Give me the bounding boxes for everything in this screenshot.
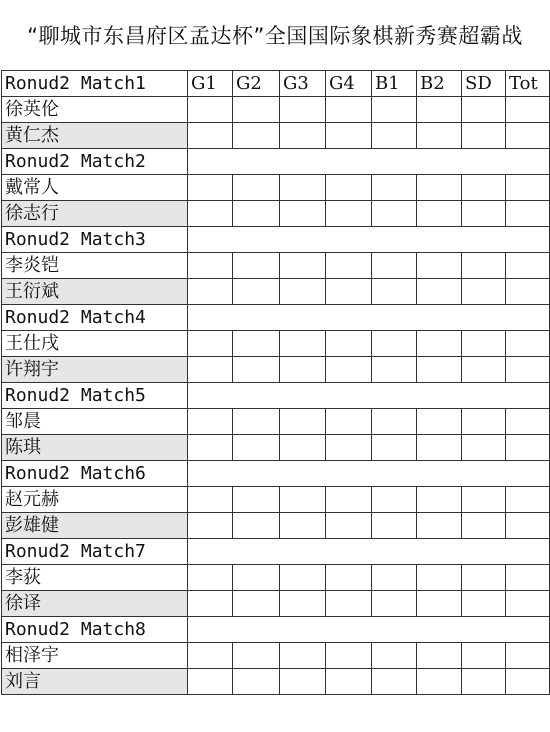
player-name: 徐英伦 [2,97,188,123]
score-cell-b1[interactable] [372,331,417,357]
score-cell-b2[interactable] [417,591,462,617]
score-cell-b1[interactable] [372,591,417,617]
score-cell-g1[interactable] [188,669,233,695]
score-cell-tot[interactable] [506,175,550,201]
score-cell-g4[interactable] [326,513,372,539]
match-label: Ronud2 Match5 [2,383,188,409]
score-cell-b2[interactable] [417,175,462,201]
player-row [2,513,550,539]
score-cell-sd[interactable] [462,591,506,617]
score-cell-g2[interactable] [233,331,280,357]
player-name: 邹晨 [2,409,188,435]
score-cell-g4[interactable] [326,565,372,591]
score-cell-g4[interactable] [326,643,372,669]
player-name: 相泽宇 [2,643,188,669]
score-cell-g1[interactable] [188,565,233,591]
score-cell-g2[interactable] [233,175,280,201]
score-table [1,70,550,695]
score-cell-g3[interactable] [280,123,326,149]
score-cell-g3[interactable] [280,435,326,461]
score-cell-g4[interactable] [326,357,372,383]
score-cell-g3[interactable] [280,643,326,669]
score-cell-g4[interactable] [326,97,372,123]
score-cell-g1[interactable] [188,409,233,435]
score-cell-g2[interactable] [233,123,280,149]
score-cell-b1[interactable] [372,253,417,279]
score-cell-b2[interactable] [417,279,462,305]
score-cell-g4[interactable] [326,253,372,279]
player-name: 徐志行 [2,201,188,227]
score-cell-g1[interactable] [188,357,233,383]
score-cell-g2[interactable] [233,253,280,279]
score-cell-b1[interactable] [372,435,417,461]
player-row [2,643,550,669]
score-cell-b1[interactable] [372,357,417,383]
column-header-sd: SD [462,71,506,97]
match-header-row [2,149,550,175]
player-name: 戴常人 [2,175,188,201]
column-header-g4: G4 [326,71,372,97]
score-cell-sd[interactable] [462,409,506,435]
score-cell-g1[interactable] [188,175,233,201]
score-cell-g3[interactable] [280,279,326,305]
match-header-spacer [188,383,550,409]
player-name: 陈琪 [2,435,188,461]
player-name: 王衍斌 [2,279,188,305]
score-cell-b2[interactable] [417,123,462,149]
score-cell-sd[interactable] [462,279,506,305]
score-cell-b1[interactable] [372,513,417,539]
match-header-row [2,539,550,565]
score-cell-sd[interactable] [462,643,506,669]
player-row [2,97,550,123]
match-header-row [2,383,550,409]
score-cell-g2[interactable] [233,201,280,227]
player-row [2,201,550,227]
score-cell-sd[interactable] [462,175,506,201]
score-cell-sd[interactable] [462,435,506,461]
score-cell-tot[interactable] [506,279,550,305]
score-cell-tot[interactable] [506,591,550,617]
score-cell-b1[interactable] [372,279,417,305]
player-name: 黄仁杰 [2,123,188,149]
column-header-g3: G3 [280,71,326,97]
score-cell-g3[interactable] [280,487,326,513]
score-cell-g4[interactable] [326,591,372,617]
player-row [2,331,550,357]
score-cell-g2[interactable] [233,279,280,305]
score-cell-g4[interactable] [326,201,372,227]
score-cell-g1[interactable] [188,435,233,461]
score-cell-tot[interactable] [506,201,550,227]
score-cell-g1[interactable] [188,253,233,279]
score-cell-tot[interactable] [506,97,550,123]
score-cell-g2[interactable] [233,97,280,123]
match-header-spacer [188,461,550,487]
score-cell-g1[interactable] [188,591,233,617]
player-name: 彭雄健 [2,513,188,539]
score-cell-g3[interactable] [280,331,326,357]
player-row [2,487,550,513]
match-header-spacer [188,305,550,331]
score-cell-g2[interactable] [233,357,280,383]
player-row [2,435,550,461]
score-cell-g3[interactable] [280,97,326,123]
score-cell-sd[interactable] [462,513,506,539]
score-cell-b2[interactable] [417,669,462,695]
column-header-g2: G2 [233,71,280,97]
score-cell-g4[interactable] [326,279,372,305]
score-cell-tot[interactable] [506,331,550,357]
score-cell-g2[interactable] [233,643,280,669]
column-header-g1: G1 [188,71,233,97]
score-cell-tot[interactable] [506,669,550,695]
score-cell-g3[interactable] [280,201,326,227]
player-name: 刘言 [2,669,188,695]
score-cell-b1[interactable] [372,409,417,435]
score-cell-g1[interactable] [188,123,233,149]
column-header-tot: Tot [506,71,550,97]
score-cell-b2[interactable] [417,331,462,357]
score-cell-g3[interactable] [280,409,326,435]
score-cell-sd[interactable] [462,669,506,695]
score-cell-g1[interactable] [188,643,233,669]
score-cell-g1[interactable] [188,201,233,227]
score-cell-g2[interactable] [233,513,280,539]
score-cell-b1[interactable] [372,643,417,669]
column-header-b2: B2 [417,71,462,97]
match-header-spacer [188,617,550,643]
score-cell-g2[interactable] [233,409,280,435]
score-cell-g1[interactable] [188,97,233,123]
score-cell-b2[interactable] [417,435,462,461]
score-cell-g1[interactable] [188,487,233,513]
player-row [2,591,550,617]
player-row [2,175,550,201]
player-name: 赵元赫 [2,487,188,513]
score-cell-b1[interactable] [372,201,417,227]
score-cell-g2[interactable] [233,435,280,461]
player-row [2,253,550,279]
column-header-b1: B1 [372,71,417,97]
match-label: Ronud2 Match3 [2,227,188,253]
player-name: 李荻 [2,565,188,591]
match-label: Ronud2 Match2 [2,149,188,175]
score-cell-g4[interactable] [326,669,372,695]
player-row [2,669,550,695]
match-header-spacer [188,149,550,175]
score-cell-g3[interactable] [280,513,326,539]
player-name: 李炎铠 [2,253,188,279]
score-cell-b2[interactable] [417,357,462,383]
score-cell-tot[interactable] [506,357,550,383]
player-name: 王仕戌 [2,331,188,357]
score-cell-sd[interactable] [462,565,506,591]
player-name: 许翔宇 [2,357,188,383]
score-cell-g3[interactable] [280,591,326,617]
match-label: Ronud2 Match1 [2,71,188,97]
score-cell-tot[interactable] [506,487,550,513]
player-row [2,279,550,305]
score-cell-b2[interactable] [417,643,462,669]
match-header-row [2,305,550,331]
player-name: 徐译 [2,591,188,617]
score-cell-b2[interactable] [417,487,462,513]
score-cell-tot[interactable] [506,565,550,591]
score-cell-g1[interactable] [188,279,233,305]
score-cell-sd[interactable] [462,357,506,383]
score-cell-g4[interactable] [326,487,372,513]
score-cell-tot[interactable] [506,253,550,279]
score-cell-b2[interactable] [417,201,462,227]
score-cell-g1[interactable] [188,513,233,539]
score-cell-g4[interactable] [326,123,372,149]
match-header-row [2,71,550,97]
score-cell-g4[interactable] [326,331,372,357]
score-cell-tot[interactable] [506,409,550,435]
score-cell-sd[interactable] [462,97,506,123]
score-cell-b1[interactable] [372,565,417,591]
score-cell-b2[interactable] [417,253,462,279]
score-cell-g3[interactable] [280,565,326,591]
match-header-spacer [188,539,550,565]
match-header-row [2,617,550,643]
score-cell-g4[interactable] [326,409,372,435]
page-title: “聊城市东昌府区孟达杯”全国国际象棋新秀赛超霸战 [27,24,523,48]
player-row [2,565,550,591]
score-cell-sd[interactable] [462,201,506,227]
score-cell-b1[interactable] [372,123,417,149]
score-cell-g4[interactable] [326,175,372,201]
match-header-row [2,227,550,253]
player-row [2,123,550,149]
score-cell-g2[interactable] [233,487,280,513]
score-cell-b2[interactable] [417,565,462,591]
score-cell-g3[interactable] [280,175,326,201]
player-row [2,357,550,383]
score-cell-g4[interactable] [326,435,372,461]
score-cell-b1[interactable] [372,669,417,695]
player-row [2,409,550,435]
score-cell-g3[interactable] [280,357,326,383]
score-cell-b1[interactable] [372,487,417,513]
score-cell-sd[interactable] [462,487,506,513]
score-cell-tot[interactable] [506,513,550,539]
score-cell-g3[interactable] [280,669,326,695]
score-cell-b2[interactable] [417,513,462,539]
score-cell-g2[interactable] [233,669,280,695]
score-cell-sd[interactable] [462,123,506,149]
score-cell-sd[interactable] [462,331,506,357]
score-cell-g2[interactable] [233,565,280,591]
match-label: Ronud2 Match6 [2,461,188,487]
score-cell-sd[interactable] [462,253,506,279]
score-cell-g1[interactable] [188,331,233,357]
score-cell-g2[interactable] [233,591,280,617]
match-label: Ronud2 Match8 [2,617,188,643]
score-cell-b2[interactable] [417,409,462,435]
match-label: Ronud2 Match4 [2,305,188,331]
match-label: Ronud2 Match7 [2,539,188,565]
score-cell-b1[interactable] [372,97,417,123]
score-cell-g3[interactable] [280,253,326,279]
match-header-spacer [188,227,550,253]
score-cell-b1[interactable] [372,175,417,201]
score-cell-tot[interactable] [506,643,550,669]
score-cell-b2[interactable] [417,97,462,123]
score-cell-tot[interactable] [506,435,550,461]
match-header-row [2,461,550,487]
score-cell-tot[interactable] [506,123,550,149]
